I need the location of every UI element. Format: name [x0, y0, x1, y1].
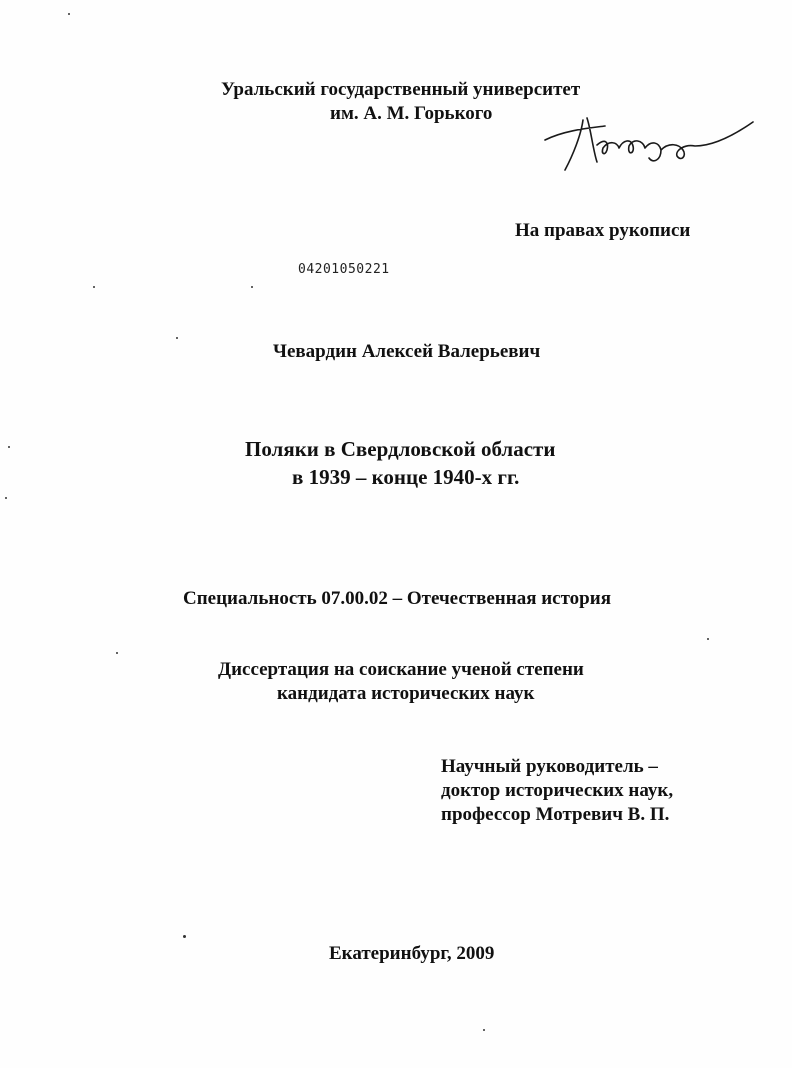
scan-speck: [483, 1029, 485, 1031]
degree-line1: Диссертация на соискание ученой степени: [218, 659, 584, 680]
dissertation-title-line1: Поляки в Свердловской области: [245, 437, 556, 461]
university-name: Уральский государственный университет: [221, 79, 581, 100]
specialty: Специальность 07.00.02 – Отечественная история: [183, 588, 611, 609]
supervisor-name: профессор Мотревич В. П.: [441, 804, 670, 825]
scan-speck: [93, 286, 95, 288]
scan-speck: [68, 13, 70, 15]
rights-notice: На правах рукописи: [515, 220, 691, 241]
archive-number: 04201050221: [298, 262, 390, 277]
university-honorific: им. А. М. Горького: [330, 103, 493, 124]
supervisor-role: Научный руководитель –: [441, 756, 658, 777]
dissertation-title-line2: в 1939 – конце 1940-х гг.: [292, 465, 520, 489]
city-year: Екатеринбург, 2009: [329, 943, 495, 964]
scan-speck: [116, 652, 118, 654]
scan-speck: [176, 337, 178, 339]
scan-speck: [707, 638, 709, 640]
signature-mark: [535, 100, 765, 180]
scan-speck: [251, 286, 253, 288]
scan-speck: [183, 935, 186, 938]
supervisor-degree: доктор исторических наук,: [441, 780, 674, 801]
author-name: Чевардин Алексей Валерьевич: [273, 341, 541, 362]
scan-speck: [5, 497, 7, 499]
scan-speck: [8, 446, 10, 448]
degree-line2: кандидата исторических наук: [277, 683, 535, 704]
